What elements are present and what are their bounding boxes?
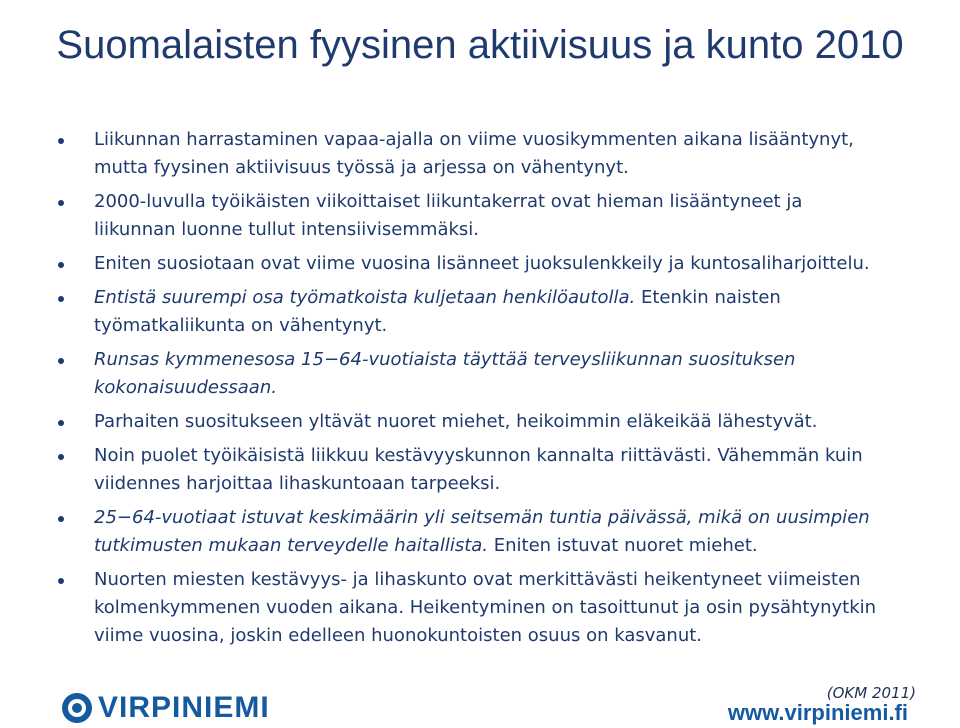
bullet-item (58, 188, 878, 244)
source-citation: (OKM 2011) (826, 684, 916, 702)
bullet-text: Parhaiten suositukseen yltävät nuoret miehet, heikoimmin eläkeikää lähestyvät. (94, 411, 818, 432)
website-url: www.virpiniemi.fi (727, 700, 908, 725)
bullet-item (58, 346, 878, 402)
bullet-dot-icon (58, 138, 64, 144)
bullet-item (58, 504, 878, 560)
virpiniemi-logo (60, 690, 270, 726)
bullet-text: Eniten istuvat nuoret miehet. (488, 535, 758, 556)
bullet-text: Eniten suosiotaan ovat viime vuosina lisänneet juoksulenkkeily ja kuntosaliharjoittelu. (94, 253, 870, 274)
bullet-dot-icon (58, 262, 64, 268)
bullet-list (58, 126, 878, 656)
bullet-item (58, 250, 878, 278)
bullet-dot-icon (58, 578, 64, 584)
bullet-text: 25−64-vuotiaat istuvat keskimäärin yli seitsemän tuntia päivässä, mikä on uusimpien tutkimusten mukaan terveydelle haitallista. (94, 507, 870, 556)
bullet-dot-icon (58, 200, 64, 206)
bullet-text: Nuorten miesten kestävyys- ja lihaskunto ovat merkittävästi heikentyneet viimeisten kolmenkymmenen vuoden aikana. Heikentyminen on tasoittunut ja osin pysähtynytkin viime vuosina, joskin edelleen huonokuntoisten osuus on kasvanut. (94, 569, 877, 646)
bullet-item (58, 126, 878, 182)
bullet-dot-icon (58, 358, 64, 364)
bullet-text: 2000-luvulla työikäisten viikoittaiset liikuntakerrat ovat hieman lisääntyneet ja liikunnan luonne tullut intensiivisemmäksi. (94, 191, 803, 240)
circle-emblem-icon (60, 691, 94, 725)
bullet-item (58, 442, 878, 498)
bullet-item (58, 408, 878, 436)
bullet-item (58, 284, 878, 340)
bullet-dot-icon (58, 516, 64, 522)
bullet-item (58, 566, 878, 650)
bullet-text: Entistä suurempi osa työmatkoista kuljetaan henkilöautolla. (94, 287, 636, 308)
bullet-dot-icon (58, 296, 64, 302)
bullet-dot-icon (58, 454, 64, 460)
page-title: Suomalaisten fyysinen aktiivisuus ja kunto 2010 (56, 23, 904, 67)
bullet-text: Runsas kymmenesosa 15−64-vuotiaista täyttää terveysliikunnan suosituksen kokonaisuudessaan. (94, 349, 796, 398)
bullet-text: Etenkin naisten työmatkaliikunta on vähentynyt. (94, 287, 781, 336)
logo-text: VIRPINIEMI (98, 691, 270, 724)
bullet-dot-icon (58, 420, 64, 426)
bullet-text: Noin puolet työikäisistä liikkuu kestävyyskunnon kannalta riittävästi. Vähemmän kuin viidennes harjoittaa lihaskuntoaan tarpeeksi. (94, 445, 863, 494)
bullet-text: Liikunnan harrastaminen vapaa-ajalla on viime vuosikymmenten aikana lisääntynyt, mutta fyysinen aktiivisuus työssä ja arjessa on vähentynyt. (94, 129, 854, 178)
